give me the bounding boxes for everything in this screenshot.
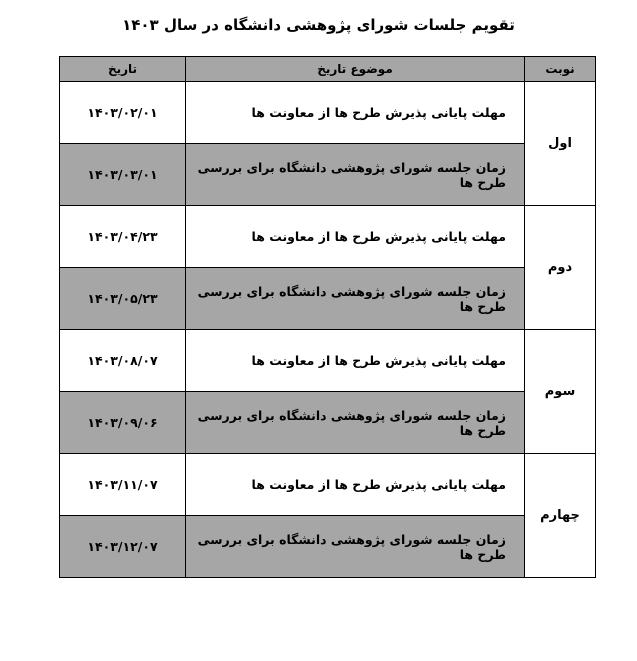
subject-cell: مهلت پایانی پذیرش طرح ها از معاونت ها xyxy=(186,206,525,268)
date-cell: ۱۴۰۳/۰۸/۰۷ xyxy=(60,330,186,392)
date-cell: ۱۴۰۳/۱۲/۰۷ xyxy=(60,516,186,578)
table-row xyxy=(60,454,596,516)
subject-cell: زمان جلسه شورای پژوهشی دانشگاه برای بررسی طرح ها xyxy=(186,268,525,330)
date-cell: ۱۴۰۳/۰۹/۰۶ xyxy=(60,392,186,454)
date-cell: ۱۴۰۳/۰۵/۲۳ xyxy=(60,268,186,330)
date-cell: ۱۴۰۳/۰۴/۲۳ xyxy=(60,206,186,268)
date-cell: ۱۴۰۳/۰۳/۰۱ xyxy=(60,144,186,206)
subject-cell: زمان جلسه شورای پژوهشی دانشگاه برای بررسی طرح ها xyxy=(186,392,525,454)
subject-cell: زمان جلسه شورای پژوهشی دانشگاه برای بررسی طرح ها xyxy=(186,516,525,578)
table-row xyxy=(60,392,596,454)
turn-cell-first: اول xyxy=(525,82,596,206)
date-cell: ۱۴۰۳/۰۲/۰۱ xyxy=(60,82,186,144)
table-row xyxy=(60,82,596,144)
turn-cell-third: سوم xyxy=(525,330,596,454)
header-date: تاریخ xyxy=(60,57,186,82)
header-turn: نوبت xyxy=(525,57,596,82)
subject-cell: زمان جلسه شورای پژوهشی دانشگاه برای بررسی طرح ها xyxy=(186,144,525,206)
subject-cell: مهلت پایانی پذیرش طرح ها از معاونت ها xyxy=(186,330,525,392)
header-subject: موضوع تاریخ xyxy=(186,57,525,82)
turn-cell-second: دوم xyxy=(525,206,596,330)
table-row xyxy=(60,330,596,392)
document-title: تقویم جلسات شورای پژوهشی دانشگاه در سال ۱۴۰۳ xyxy=(122,16,515,34)
date-cell: ۱۴۰۳/۱۱/۰۷ xyxy=(60,454,186,516)
table-row xyxy=(60,268,596,330)
schedule-table xyxy=(59,56,596,578)
table-row xyxy=(60,516,596,578)
turn-cell-fourth: چهارم xyxy=(525,454,596,578)
table-row xyxy=(60,206,596,268)
subject-cell: مهلت پایانی پذیرش طرح ها از معاونت ها xyxy=(186,82,525,144)
table-row xyxy=(60,144,596,206)
table-header-row xyxy=(60,57,596,82)
subject-cell: مهلت پایانی پذیرش طرح ها از معاونت ها xyxy=(186,454,525,516)
